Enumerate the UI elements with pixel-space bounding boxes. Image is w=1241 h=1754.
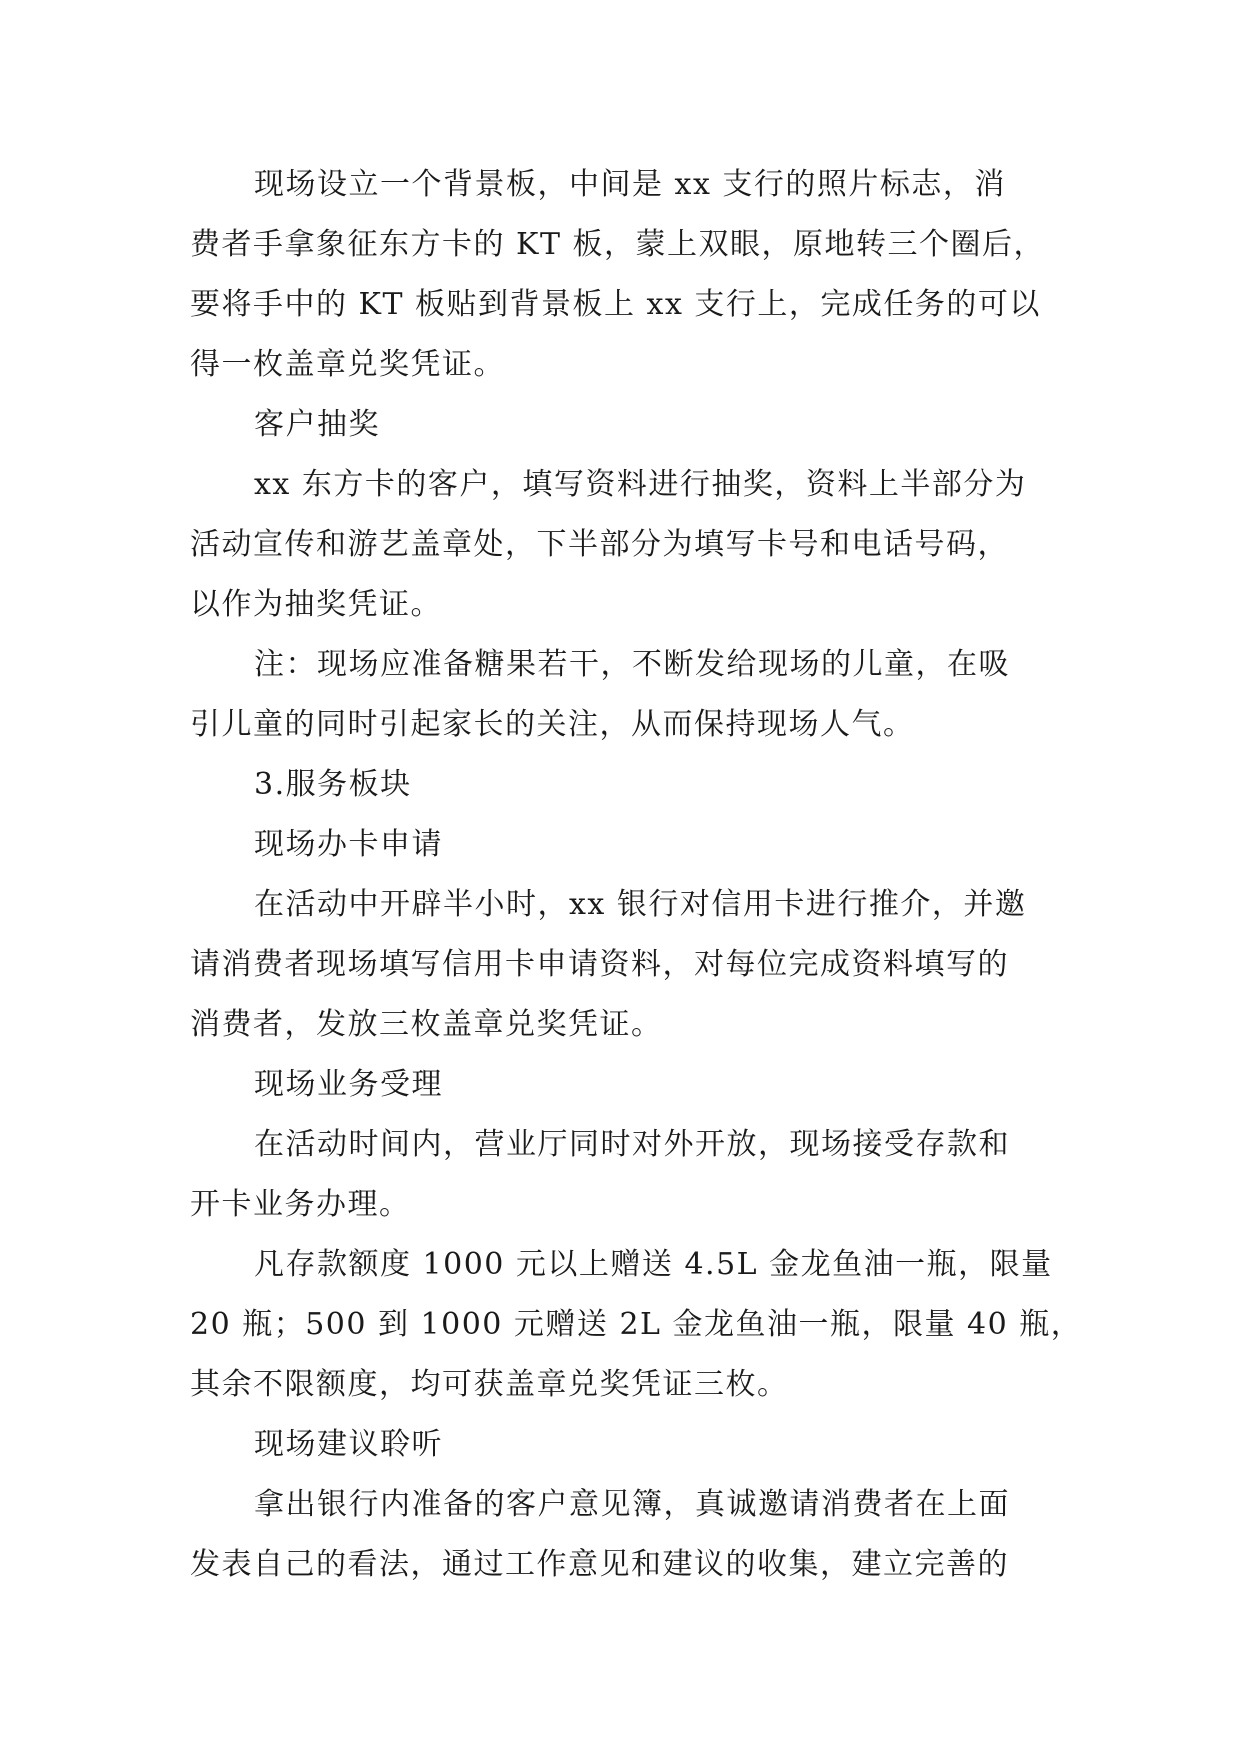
section-heading: 现场建议聆听 xyxy=(254,1427,443,1462)
paragraph-line: 在活动中开辟半小时，xx 银行对信用卡进行推介，并邀 xyxy=(254,887,1027,922)
section-heading: 客户抽奖 xyxy=(254,407,380,442)
note-line: 注：现场应准备糖果若干，不断发给现场的儿童，在吸 xyxy=(254,647,1010,682)
paragraph-line: 发表自己的看法，通过工作意见和建议的收集，建立完善的 xyxy=(190,1547,1009,1582)
section-heading: 现场业务受理 xyxy=(254,1067,443,1102)
paragraph-line: 其余不限额度，均可获盖章兑奖凭证三枚。 xyxy=(190,1367,789,1402)
paragraph-line: 现场设立一个背景板，中间是 xx 支行的照片标志，消 xyxy=(254,167,1006,202)
paragraph-line: xx 东方卡的客户，填写资料进行抽奖，资料上半部分为 xyxy=(254,467,1027,502)
paragraph-line: 开卡业务办理。 xyxy=(190,1187,411,1222)
paragraph-line: 活动宣传和游艺盖章处，下半部分为填写卡号和电话号码， xyxy=(190,527,1009,562)
paragraph-line: 费者手拿象征东方卡的 KT 板，蒙上双眼，原地转三个圈后， xyxy=(190,227,1045,262)
paragraph-line: 在活动时间内，营业厅同时对外开放，现场接受存款和 xyxy=(254,1127,1010,1162)
paragraph-line: 凡存款额度 1000 元以上赠送 4.5L 金龙鱼油一瓶，限量 xyxy=(254,1247,1053,1282)
document-body xyxy=(190,155,1083,1595)
paragraph-line: 20 瓶；500 到 1000 元赠送 2L 金龙鱼油一瓶，限量 40 瓶， xyxy=(190,1307,1083,1342)
paragraph-line: 拿出银行内准备的客户意见簿，真诚邀请消费者在上面 xyxy=(254,1487,1010,1522)
paragraph-line: 以作为抽奖凭证。 xyxy=(190,587,442,622)
note-line: 引儿童的同时引起家长的关注，从而保持现场人气。 xyxy=(190,707,915,742)
paragraph-line: 要将手中的 KT 板贴到背景板上 xx 支行上，完成任务的可以 xyxy=(190,287,1041,322)
section-heading: 现场办卡申请 xyxy=(254,827,443,862)
section-heading: 3.服务板块 xyxy=(254,767,412,802)
paragraph-line: 得一枚盖章兑奖凭证。 xyxy=(190,347,505,382)
paragraph-line: 请消费者现场填写信用卡申请资料，对每位完成资料填写的 xyxy=(190,947,1009,982)
paragraph-line: 消费者，发放三枚盖章兑奖凭证。 xyxy=(190,1007,663,1042)
